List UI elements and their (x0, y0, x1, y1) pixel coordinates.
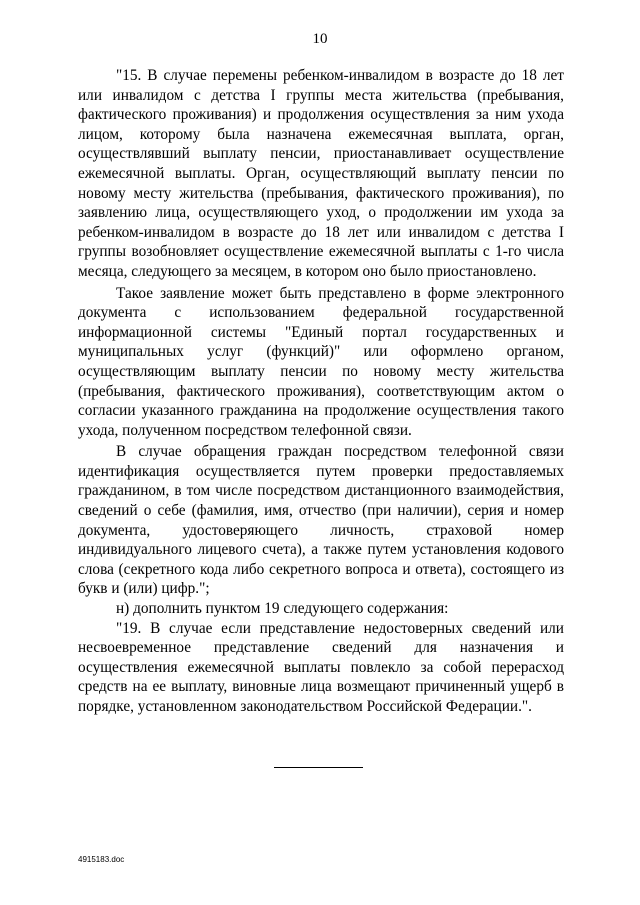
paragraph-phone-identification: В случае обращения граждан посредством телефонной связи идентификация осуществляется путем проверки предоставляемых гражданином, в том числе посредством дистанционного взаимодействия, сведений о себе (фамилия, имя, отчество (при наличии), серия и номер документа, удостоверяющего личность, страховой номер индивидуального лицевого счета), а также путем установления кодового слова (секретного кода либо секретного вопроса и ответа), состоящего из букв и (или) цифр."; (78, 443, 564, 598)
page-number: 10 (312, 31, 328, 47)
end-separator-line (274, 767, 363, 768)
paragraph-item-19: "19. В случае если представление недостоверных сведений или несвоевременное представление сведений для назначения и осуществления ежемесячной выплаты повлекло за собой перерасход средств на ее выплату, виновные лица возмещают причиненный ущерб в порядке, установленном законодательством Российской Федерации.". (78, 619, 564, 715)
document-body (78, 66, 564, 717)
paragraph-application-form: Такое заявление может быть представлено в форме электронного документа с использованием федеральной государственной информационной системы "Единый портал государственных и муниципальных услуг (функций)" или оформлено органом, осуществляющим выплату пенсии по новому месту жительства (пребывания, фактического проживания), соответствующим актом о согласии указанного гражданина на продолжение осуществления такого ухода, полученном посредством телефонной связи. (78, 284, 564, 439)
paragraph-item-15: "15. В случае перемены ребенком-инвалидом в возрасте до 18 лет или инвалидом с детства I группы места жительства (пребывания, фактического проживания) и продолжения осуществления за ним ухода лицом, которому была назначена ежемесячная выплата, орган, осуществлявший выплату пенсии, приостанавливает осуществление ежемесячной выплаты. Орган, осуществляющий выплату пенсии по новому месту жительства (пребывания, фактического проживания), по заявлению лица, осуществляющего уход, о продолжении им ухода за ребенком-инвалидом в возрасте до 18 лет или инвалидом с детства I группы возобновляет осуществление ежемесячной выплаты с 1-го числа месяца, следующего за месяцем, в котором оно было приостановлено. (78, 67, 564, 280)
footer-doc-id: 4915183.doc (78, 855, 125, 864)
paragraph-amendment-n: н) дополнить пунктом 19 следующего содержания: (116, 600, 449, 618)
